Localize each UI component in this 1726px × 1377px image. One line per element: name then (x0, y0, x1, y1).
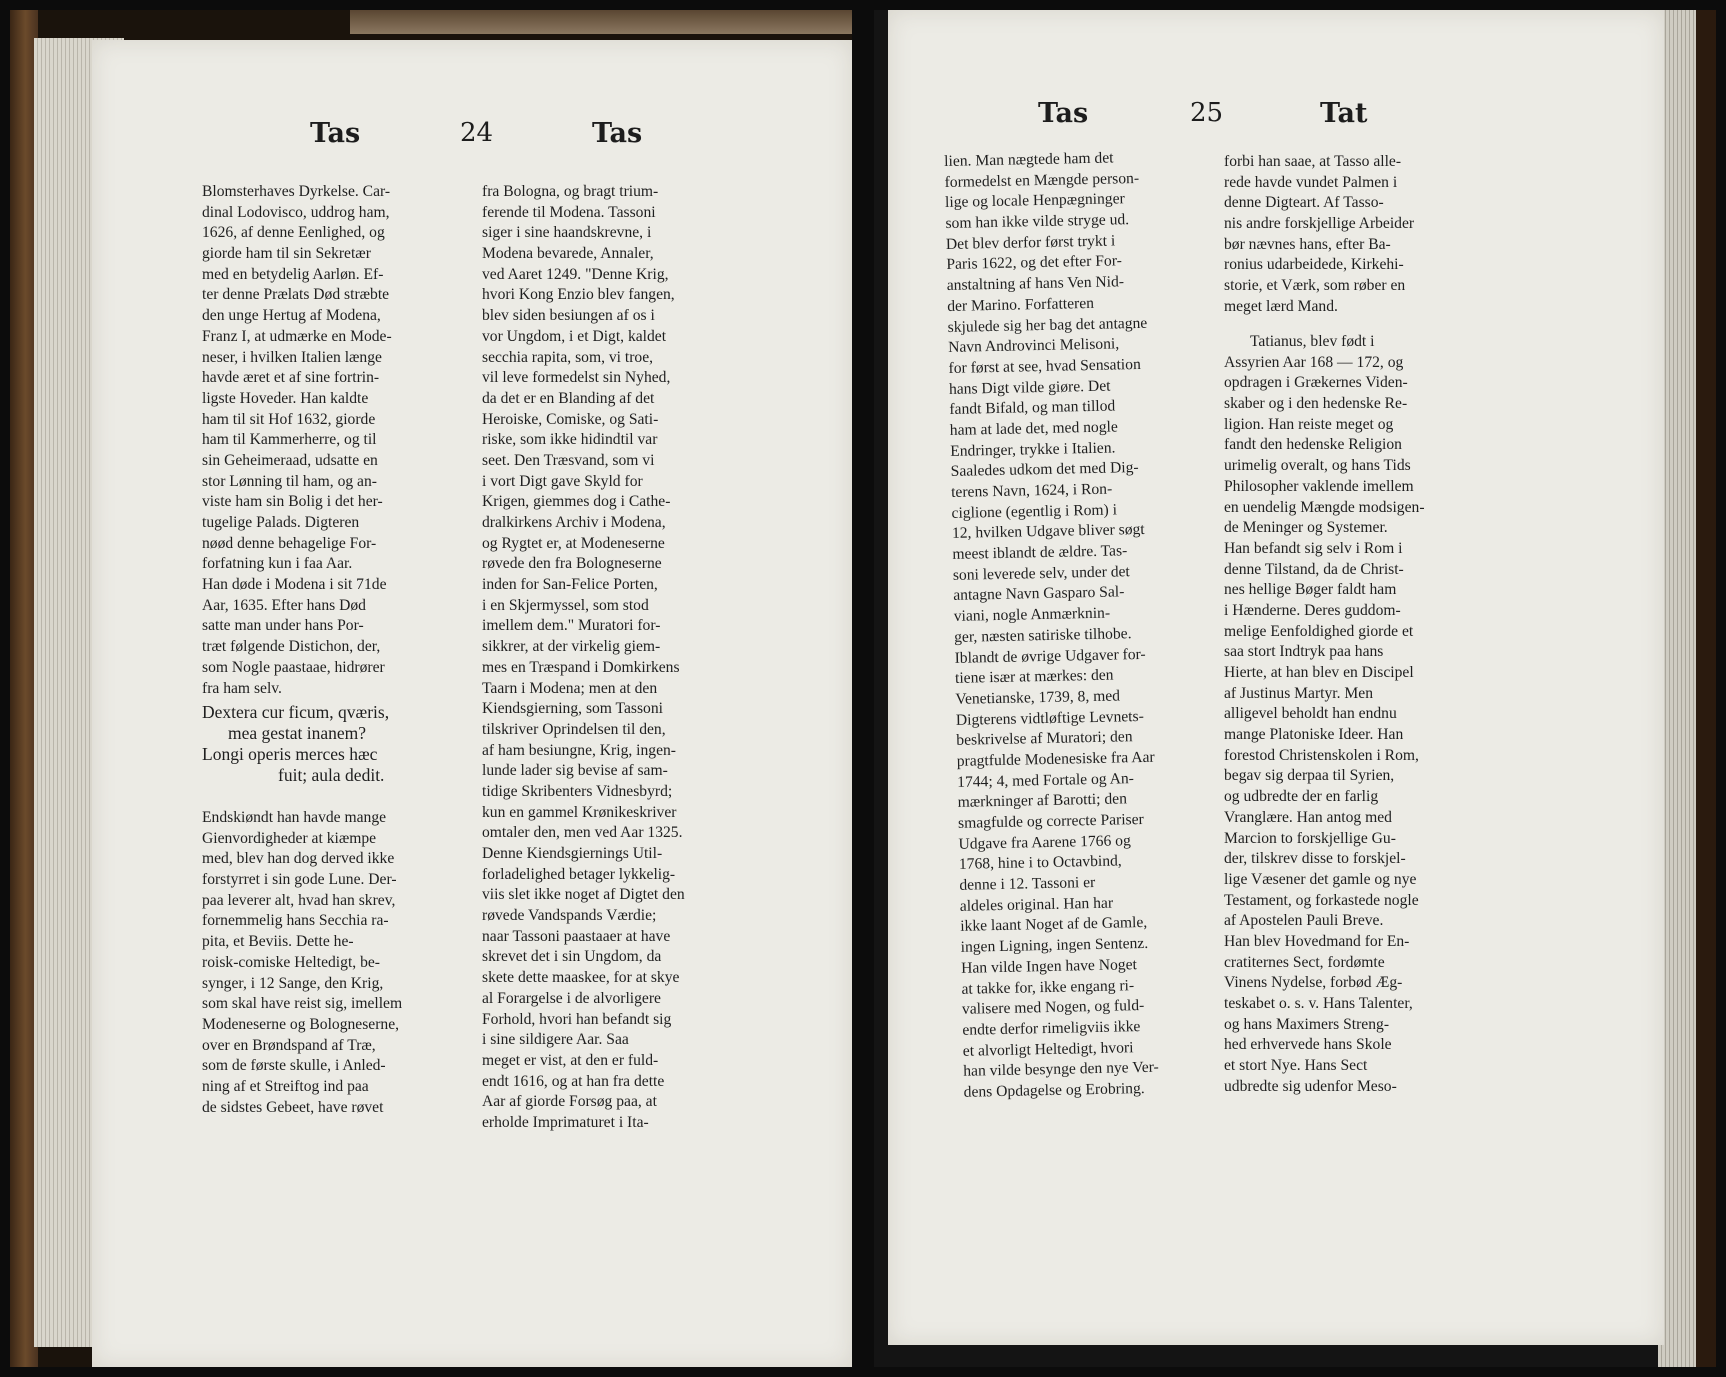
book-cover-edge (1696, 10, 1716, 1367)
text-line: fandt den hedenske Religion (1224, 436, 1402, 454)
text-line: Digterens vidtløftige Levnets- (955, 707, 1144, 729)
text-line: Endringer, trykke i Italien. (950, 439, 1116, 460)
text-line: anstaltning af hans Ven Nid- (946, 273, 1125, 295)
text-line: soni leverede selv, under det (952, 562, 1130, 584)
text-line: Hierte, at han blev en Discipel (1224, 664, 1414, 681)
text-line: Navn Androvinci Melisoni, (947, 335, 1120, 357)
text-line: endt 1616, og at han fra dette (482, 1072, 665, 1090)
text-line: fandt Bifald, og man tillod (949, 397, 1116, 419)
text-line: lien. Man nægtede ham det (944, 149, 1114, 170)
text-line: ter denne Prælats Død stræbte (202, 286, 390, 304)
text-line: viste ham sin Bolig i det her- (202, 493, 383, 511)
text-line: forfatning kun i faa Aar. (202, 555, 353, 573)
text-line: Han døde i Modena i sit 71de (202, 576, 387, 594)
text-line: Heroiske, Comiske, og Sati- (482, 410, 659, 428)
text-line: lige Væsener det gamle og nye (1224, 870, 1417, 888)
text-line: teskabet o. s. v. Hans Talenter, (1224, 995, 1413, 1012)
text-line: Udgave fra Aarene 1766 og (958, 831, 1131, 853)
text-line: som Nogle paastaae, hidrører (202, 658, 385, 676)
text-line: han vilde besynge den nye Ver- (963, 1058, 1159, 1081)
text-line: mes en Træspand i Domkirkens (482, 658, 680, 676)
text-line: Aar, 1635. Efter hans Død (202, 596, 366, 614)
text-line: røvede Vandspands Værdie; (482, 907, 657, 925)
text-line: de sidstes Gebeet, have røvet (202, 1098, 384, 1116)
text-line: Tatianus, blev født i (1250, 333, 1375, 350)
text-line: Forhold, hvori han befandt sig (482, 1010, 672, 1028)
book-page-24 (92, 40, 852, 1367)
text-line: erholde Imprimaturet i Ita- (482, 1113, 649, 1131)
text-line: sikkrer, at der virkelig giem- (482, 638, 661, 656)
text-line: 1768, hine i to Octavbind, (958, 852, 1122, 874)
book-page-25 (888, 10, 1664, 1345)
left-page-photo (10, 10, 852, 1367)
running-head-word-left: Tas (1038, 98, 1089, 129)
text-line: vor Ungdom, i et Digt, kaldet (482, 327, 667, 345)
text-line: ved Aaret 1249. "Denne Krig, (482, 265, 669, 283)
text-line: paa leverer alt, hvad han skrev, (202, 891, 396, 909)
text-line: ligste Hoveder. Han kaldte (202, 389, 369, 407)
text-line: i Hænderne. Deres guddom- (1224, 601, 1401, 619)
text-line: Assyrien Aar 168 — 172, og (1224, 353, 1404, 371)
text-column-left-bottom (202, 808, 402, 1118)
text-line: og udbredte der en farlig (1224, 788, 1379, 806)
text-line: bør nævnes hans, efter Ba- (1224, 235, 1391, 253)
text-line: som han ikke vilde stryge ud. (945, 211, 1130, 233)
text-line: Det blev derfor først trykt i (945, 232, 1116, 253)
text-line: af Apostelen Pauli Breve. (1224, 912, 1384, 930)
text-line: røvede den fra Bologneserne (482, 555, 662, 573)
text-line: ikke laant Noget af de Gamle, (960, 914, 1148, 936)
text-line: fra Bologna, og bragt trium- (482, 183, 659, 200)
text-line: tidige Skribenters Vidnesbyrd; (482, 782, 673, 800)
page-stack-edge-right (1658, 10, 1698, 1367)
text-line: neser, i hvilken Italien længe (202, 348, 382, 366)
text-line: ham at lade det, med nogle (949, 418, 1118, 439)
text-line: Testament, og forkastede nogle (1224, 891, 1419, 909)
text-line: meget er vist, at den er fuld- (482, 1051, 659, 1069)
text-line: dinal Lodovisco, uddrog ham, (202, 203, 390, 221)
text-line: ligion. Han reiste meget og (1224, 415, 1394, 433)
text-line: Han blev Hovedmand for En- (1224, 932, 1410, 950)
text-line: urimelig overalt, og hans Tids (1224, 457, 1411, 475)
text-line: kun en gammel Krønikeskriver (482, 803, 677, 821)
text-line: tugelige Palads. Digteren (202, 514, 360, 531)
text-line: dralkirkens Archiv i Modena, (482, 514, 666, 531)
text-line: rede havde vundet Palmen i (1224, 173, 1398, 191)
text-line: skjulede sig her bag det antagne (947, 314, 1148, 336)
text-line: viis slet ikke noget af Digtet den (482, 886, 685, 904)
text-line: Saaledes udkom det med Dig- (950, 459, 1139, 481)
text-line: der, tilskrev disse to forskjel- (1224, 850, 1406, 868)
text-line: ham til sit Hof 1632, giorde (202, 410, 376, 428)
text-line: og hans Maximers Streng- (1224, 1015, 1390, 1033)
running-head-left (92, 118, 852, 168)
text-line: udbredte sig udenfor Meso- (1224, 1077, 1397, 1095)
text-line: seet. Den Træsvand, som vi (482, 451, 655, 469)
text-line: nis andre forskjellige Arbeider (1224, 215, 1415, 233)
text-line: meget lærd Mand. (1224, 297, 1338, 315)
text-line: en uendelig Mængde modsigen- (1224, 498, 1425, 516)
text-line: Modeneserne og Bologneserne, (202, 1015, 400, 1033)
text-line: omtaler den, men ved Aar 1325. (482, 824, 683, 842)
text-line: ning af et Streiftog ind paa (202, 1077, 369, 1095)
text-line: naar Tassoni paastaaer at have (482, 927, 671, 945)
text-line: Aar af giorde Forsøg paa, at (482, 1093, 657, 1111)
text-line: Denne Kiendsgiernings Util- (482, 845, 663, 862)
text-line: lige og locale Henpægninger (944, 190, 1125, 212)
text-line: saa stort Indtryk paa hans (1224, 643, 1384, 661)
text-line: antagne Navn Gasparo Sal- (953, 583, 1125, 605)
text-line: Paris 1622, og det efter For- (946, 252, 1123, 274)
text-line: viani, nogle Anmærknin- (953, 604, 1111, 626)
text-line: imellem dem." Muratori for- (482, 617, 661, 635)
text-line: for først at see, hvad Sensation (948, 355, 1141, 377)
text-line: ronius udarbeidede, Kirkehi- (1224, 256, 1404, 274)
text-line: 12, hvilken Udgave bliver søgt (951, 521, 1145, 543)
running-head-word-right: Tat (1320, 98, 1368, 129)
text-line: denne Digteart. Af Tasso- (1224, 194, 1384, 212)
text-line: 1626, af denne Eenlighed, og (202, 224, 385, 242)
text-line: skrevet det i sin Ungdom, da (482, 948, 662, 966)
text-line: melige Eenfoldighed giorde et (1224, 622, 1414, 640)
text-line: cratiternes Sect, fordømte (1224, 953, 1385, 971)
text-line: Longi operis merces hæc (202, 744, 378, 764)
text-line: fornemmelig hans Secchia ra- (202, 912, 389, 930)
text-line: Han befandt sig selv i Rom i (1224, 539, 1403, 557)
text-line: som skal have reist sig, imellem (202, 995, 403, 1013)
text-line: Marcion to forskjellige Gu- (1224, 829, 1396, 847)
text-line: Franz I, at udmærke en Mode- (202, 327, 392, 345)
text-line: terens Navn, 1624, i Ron- (950, 480, 1113, 501)
page-number: 25 (1190, 98, 1224, 128)
text-line: beskrivelse af Muratori; den (956, 728, 1133, 750)
text-line: stor Lønning til ham, og an- (202, 472, 377, 490)
text-line: Vinens Nydelse, forbød Æg- (1224, 974, 1403, 992)
text-line: i en Skjermyssel, som stod (482, 596, 649, 614)
text-line: Gienvordigheder at kiæmpe (202, 829, 377, 847)
text-line: meest iblandt de ældre. Tas- (952, 542, 1128, 563)
text-line: Iblandt de øvrige Udgaver for- (954, 645, 1146, 667)
text-line: Modena bevarede, Annaler, (482, 245, 654, 263)
text-line: 1744; 4, med Fortale og An- (957, 769, 1135, 791)
text-line: sin Geheimeraad, udsatte en (202, 451, 378, 469)
text-line: nøød denne behagelige For- (202, 534, 377, 552)
right-page-photo (874, 10, 1716, 1367)
text-line: som de første skulle, i Anled- (202, 1057, 386, 1075)
text-line: mea gestat inanem? (228, 723, 366, 743)
text-line: lunde lader sig bevise af sam- (482, 762, 668, 780)
text-line: mange Platoniske Ideer. Han (1224, 726, 1404, 744)
text-line: inden for San-Felice Porten, (482, 576, 658, 594)
text-line: formedelst en Mængde person- (944, 169, 1140, 191)
text-line: smagfulde og correcte Pariser (957, 810, 1144, 832)
text-line: opdragen i Grækernes Viden- (1224, 374, 1408, 392)
text-line: hed erhvervede hans Skole (1224, 1036, 1392, 1054)
text-line: Blomsterhaves Dyrkelse. Car- (202, 183, 391, 200)
text-line: denne Tilstand, da de Christ- (1224, 560, 1404, 578)
text-line: Endskiøndt han havde mange (202, 809, 387, 826)
text-line: i vort Digt gave Skyld for (482, 472, 643, 490)
text-line: Kiendsgierning, som Tassoni (482, 700, 663, 718)
text-line: af Justinus Martyr. Men (1224, 684, 1373, 702)
running-head-right (888, 98, 1664, 148)
text-line: fra ham selv. (202, 679, 282, 697)
text-line: ferende til Modena. Tassoni (482, 203, 656, 221)
text-line: Krigen, giemmes dog i Cathe- (482, 493, 671, 511)
text-line: havde æret et af sine fortrin- (202, 369, 380, 387)
latin-distich (202, 702, 389, 786)
text-column-left (944, 148, 1164, 1104)
running-head-word-left: Tas (310, 118, 361, 149)
text-line: alligevel beholdt han endnu (1224, 705, 1397, 723)
text-line: tiene især at mærkes: den (954, 666, 1114, 688)
text-line: begav sig derpaa til Syrien, (1224, 767, 1395, 785)
text-line: valisere med Nogen, og fuld- (961, 997, 1145, 1018)
running-head-word-right: Tas (592, 118, 643, 149)
text-line: Venetianske, 1739, 8, med (955, 687, 1121, 708)
text-column-left-top (202, 182, 392, 699)
text-line: blev siden besiungen af os i (482, 307, 655, 325)
text-line: over en Brøndspand af Træ, (202, 1036, 376, 1054)
text-line: Philosopher vaklende imellem (1224, 477, 1414, 495)
text-line: der Marino. Forfatteren (947, 294, 1095, 315)
text-line: endte derfor rimeligviis ikke (962, 1017, 1141, 1039)
text-line: Taarn i Modena; men at den (482, 679, 658, 697)
text-line: ger, næsten satiriske tilhobe. (953, 624, 1132, 646)
text-column-right-bottom (1224, 332, 1425, 1097)
text-line: skaber og i den hedenske Re- (1224, 395, 1408, 413)
text-line: riske, som ikke hidindtil var (482, 431, 658, 449)
text-line: hans Digt vilde giøre. Det (948, 377, 1111, 398)
text-line: mærkninger af Barotti; den (957, 790, 1128, 812)
text-line: da det er en Blanding af det (482, 389, 655, 407)
text-line: ingen Ligning, ingen Sentenz. (960, 935, 1149, 956)
text-line: den unge Hertug af Modena, (202, 307, 381, 325)
text-line: aldeles original. Han har (959, 894, 1114, 915)
text-line: al Forargelse i de alvorligere (482, 989, 661, 1007)
text-line: satte man under hans Por- (202, 617, 364, 635)
text-line: giorde ham til sin Sekretær (202, 245, 371, 263)
text-line: hvori Kong Enzio blev fangen, (482, 286, 675, 304)
text-line: ham til Kammerherre, og til (202, 431, 377, 449)
text-line: siger i sine haandskrevne, i (482, 224, 652, 242)
text-line: forstyrret i sin gode Lune. Der- (202, 871, 397, 889)
text-line: Vranglære. Han antog med (1224, 808, 1392, 826)
text-line: de Meninger og Systemer. (1224, 519, 1388, 537)
text-line: pita, et Beviis. Dette he- (202, 933, 354, 951)
text-line: synger, i 12 Sange, den Krig, (202, 974, 384, 992)
text-line: secchia rapita, som, vi troe, (482, 348, 654, 366)
text-line: pragtfulde Modenesiske fra Aar (956, 748, 1155, 770)
text-line: Dextera cur ficum, qværis, (202, 702, 390, 722)
book-top-edge (350, 10, 852, 34)
text-line: forestod Christenskolen i Rom, (1224, 746, 1419, 764)
text-line: og Rygtet er, at Modeneserne (482, 534, 665, 552)
text-line: storie, et Værk, som røber en (1224, 277, 1406, 295)
page-number: 24 (460, 118, 494, 148)
text-line: Han vilde Ingen have Noget (960, 955, 1138, 977)
text-line: denne i 12. Tassoni er (959, 874, 1096, 894)
text-line: skete dette maaskee, for at skye (482, 969, 680, 987)
text-line: fuit; aula dedit. (278, 765, 385, 785)
text-line: vil leve formedelst sin Nyhed, (482, 369, 671, 387)
text-line: forbi han saae, at Tasso alle- (1224, 153, 1402, 170)
text-line: forladelighed betager lykkelig- (482, 865, 676, 883)
text-line: et stort Nye. Hans Sect (1224, 1057, 1368, 1075)
text-line: ciglione (egentlig i Rom) i (951, 501, 1118, 522)
text-line: at takke for, ikke engang ri- (961, 976, 1135, 998)
text-line: dens Opdagelse og Erobring. (963, 1079, 1145, 1101)
text-line: nes hellige Bøger faldt ham (1224, 581, 1397, 599)
text-line: tilskriver Oprindelsen til den, (482, 720, 666, 738)
text-line: roisk-comiske Heltedigt, be- (202, 953, 380, 971)
text-line: i sine sildigere Aar. Saa (482, 1031, 629, 1049)
text-line: et alvorligt Heltedigt, hvori (962, 1038, 1134, 1060)
text-column-right-top (1224, 152, 1414, 318)
text-line: med en betydelig Aarløn. Ef- (202, 265, 384, 283)
text-column-right (482, 182, 685, 1134)
text-line: af ham besiungne, Krig, ingen- (482, 741, 677, 759)
text-line: træt følgende Distichon, der, (202, 638, 381, 656)
text-line: med, blev han dog derved ikke (202, 850, 395, 868)
